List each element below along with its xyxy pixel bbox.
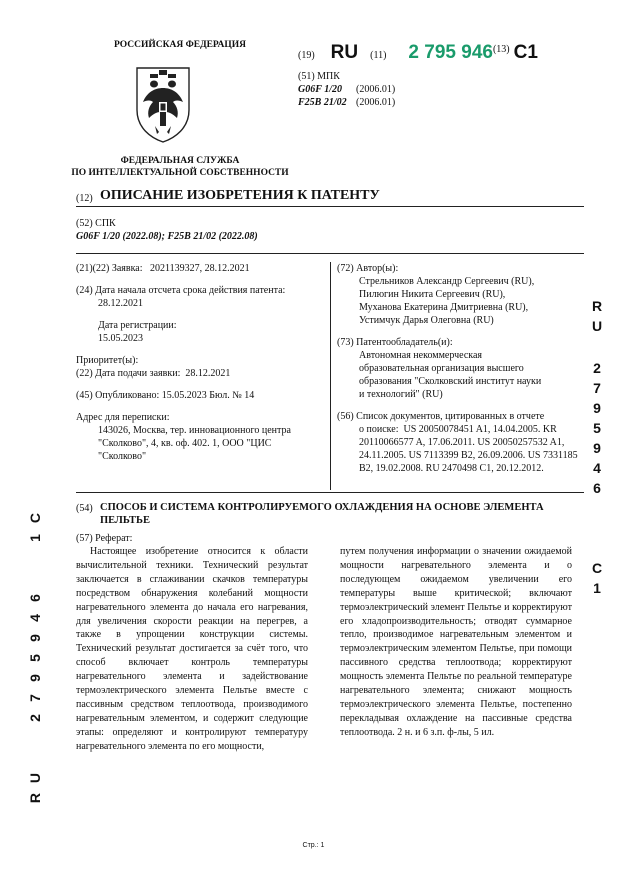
cpc-value: G06F 1/20 (2022.08); F25B 21/02 (2022.08) — [76, 231, 258, 242]
section-divider-2 — [76, 492, 584, 493]
invention-title: СПОСОБ И СИСТЕМА КОНТРОЛИРУЕМОГО ОХЛАЖДЕНИЯ НА ОСНОВЕ ЭЛЕМЕНТА ПЕЛЬТЬЕ — [100, 502, 544, 526]
bibliographic-left: (21)(22) Заявка: 2021139327, 28.12.2021 (24) Дата начала отсчета срока действия патента: 28.12.2021 Дата регистрации: 15.05.2023 Приоритет(ы): (22) Дата подачи заявки: 28.12.2021 (45) Опубликовано: 15.05.2023 Бюл. № 14 Адрес для переписки: 143026, Москва, тер. инновационного центра "Сколково", 4, кв. оф. 402. 1, ООО "ЦИС "Сколково" — [76, 263, 291, 462]
side-code-left: C 1 6 4 9 5 9 7 2 U R — [27, 512, 43, 804]
abstract-column-1: Настоящее изобретение относится к области вычислительной техники. Технический результат заключается в сглаживании скачков температуры посредством обнаружения колебаний мощности нагревательного элемента до начала его нагревания, для увеличения скорости реакции на перегрев, а также в упрощении конструкции системы. Технический результат достигается за счёт того, что способ включает контроль температуры нагревательного элемента и задействование термоэлектрического элемента Пельтье вместе с пассивным средством теплоотвода, производимого нагревательным элементом, и содержит следующие этапы: определяют и контролируют температуру нагревательного элемента по его мощности, — [76, 546, 308, 752]
column-separator — [330, 262, 331, 490]
country-name: РОССИЙСКАЯ ФЕДЕРАЦИЯ — [113, 40, 247, 50]
cpc-label: (52) СПК — [76, 218, 116, 229]
publication-number-row: (19) RU (11) 2 795 946(13) C1 — [298, 42, 538, 63]
ipc-classification: (51) МПК G06F 1/20 (2006.01) F25B 21/02 (2006.01) — [298, 71, 396, 108]
section-divider — [76, 253, 584, 254]
abstract-column-2: путем получения информации о значении ожидаемой мощности нагревательного элемента и о последующем ожидаемом увеличении его температуры выше критической; включают термоэлектрический элемент Пельтье и корректируют его хладопроизводительность; отводят суммарное тепло, производимое нагревательным элементом и термоэлектрическим элементом Пельтье, при помощи пассивного средства теплоотвода; корректируют мощность элемента Пельтье по реальной температуре нагревательного элемента; снижают мощность термоэлектрического элемента Пельтье, постепенно перекладывая охлаждение на пассивные средства теплоотвода. 2 н. и 6 з.п. ф-лы, 5 ил. — [340, 546, 572, 738]
side-code-right: R U 2 7 9 5 9 4 6 C 1 — [591, 298, 603, 596]
title-divider — [76, 206, 584, 207]
patent-number: 2 795 946 — [408, 42, 493, 63]
abstract-label: (57) Реферат: — [76, 533, 133, 544]
page-number: Стр.: 1 — [302, 842, 325, 849]
document-title: ОПИСАНИЕ ИЗОБРЕТЕНИЯ К ПАТЕНТУ — [100, 188, 380, 203]
state-emblem-icon — [133, 62, 193, 144]
agency-name: ФЕДЕРАЛЬНАЯ СЛУЖБА ПО ИНТЕЛЛЕКТУАЛЬНОЙ СОБСТВЕННОСТИ — [71, 156, 289, 178]
bibliographic-right: (72) Автор(ы): Стрельников Александр Сергеевич (RU), Пилюгин Никита Сергеевич (RU), Муханова Екатерина Дмитриевна (RU), Устимчук Дарья Олеговна (RU) (73) Патентообладатель(и): Автономная некоммерческая образовательная организация высшего образования "Сколковский институт науки и технологий" (RU) (56) Список документов, цитированных в отчете о поиске: US 20050078451 A1, 14.04.2005. KR 20110066577 A, 17.06.2011. US 20050257532 A1, 24.11.2005. US 7113399 B2, 26.09.2006. US 7331185 B2, 19.02.2008. RU 2470498 C1, 20.12.2012. — [337, 263, 578, 474]
